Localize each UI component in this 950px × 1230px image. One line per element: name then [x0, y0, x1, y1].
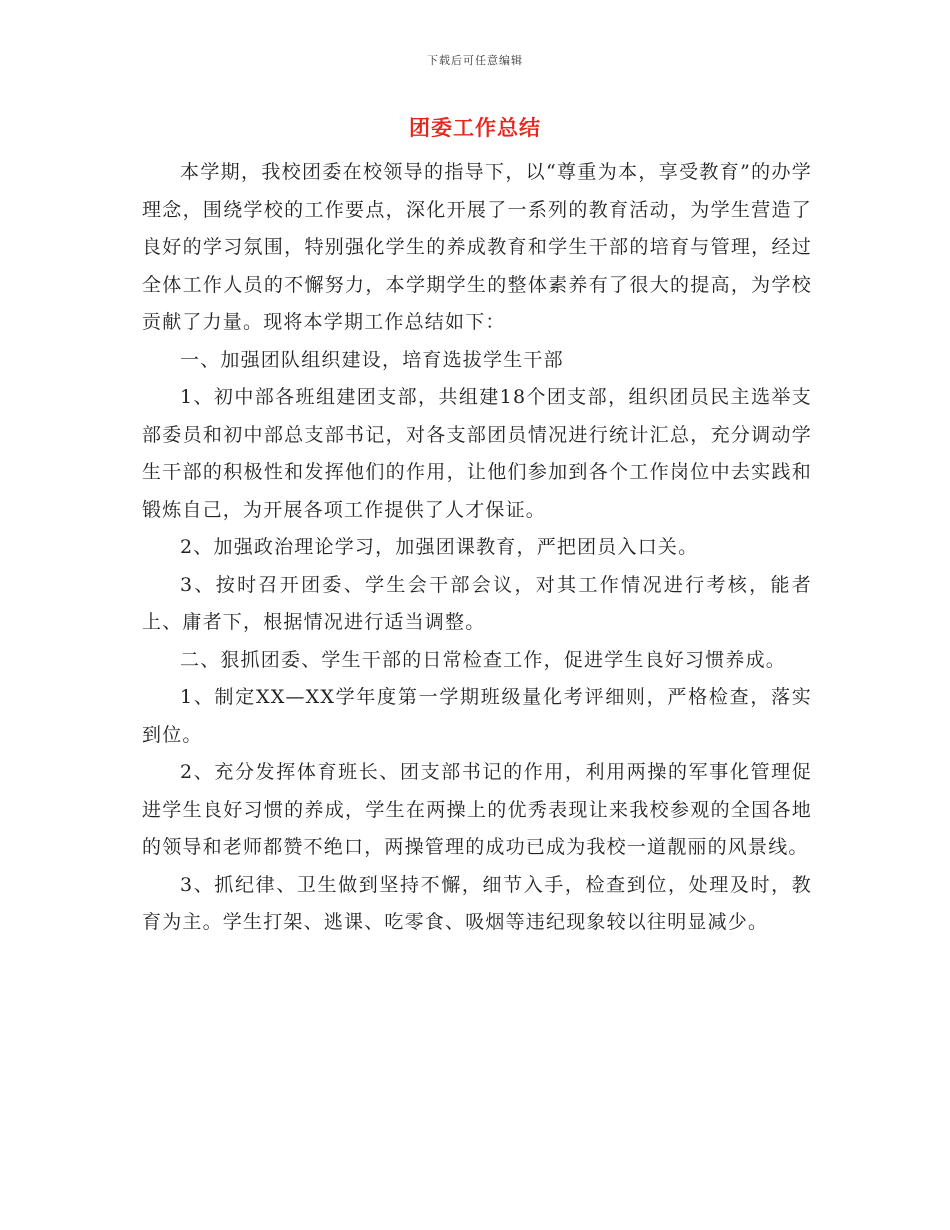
- paragraph-2-1: 1、制定XX—XX学年度第一学期班级量化考评细则，严格检查，落实到位。: [142, 686, 812, 746]
- paragraph-2-3: 3、抓纪律、卫生做到坚持不懈，细节入手，检查到位，处理及时，教育为主。学生打架、逃课、吃零食、吸烟等违纪现象较以往明显减少。: [142, 873, 812, 933]
- paragraph-1-3: 3、按时召开团委、学生会干部会议，对其工作情况进行考核，能者上、庸者下，根据情况进行适当调整。: [142, 573, 812, 633]
- paragraph-1-2: 2、加强政治理论学习，加强团课教育，严把团员入口关。: [180, 536, 699, 558]
- paragraph-intro: 本学期，我校团委在校领导的指导下，以“尊重为本，享受教育”的办学理念，围绕学校的工作要点，深化开展了一系列的教育活动，为学生营造了良好的学习氛围，特别强化学生的养成教育和学生干部的培育与管理，经过全体工作人员的不懈努力，本学期学生的整体素养有了很大的提高，为学校贡献了力量。现将本学期工作总结如下：: [142, 161, 812, 333]
- header-note: 下载后可任意编辑: [427, 54, 523, 67]
- document-body: [142, 154, 812, 942]
- paragraph-2-2: 2、充分发挥体育班长、团支部书记的作用，利用两操的军事化管理促进学生良好习惯的养成，学生在两操上的优秀表现让来我校参观的全国各地的领导和老师都赞不绝口，两操管理的成功已成为我校一道靓丽的风景线。: [142, 761, 812, 858]
- section-heading-2: 二、狠抓团委、学生干部的日常检查工作，促进学生良好习惯养成。: [180, 648, 787, 671]
- section-heading-1: 一、加强团队组织建设，培育选拔学生干部: [180, 348, 564, 371]
- paragraph-1-1: 1、初中部各班组建团支部，共组建18个团支部，组织团员民主选举支部委员和初中部总支部书记，对各支部团员情况进行统计汇总，充分调动学生干部的积极性和发挥他们的作用，让他们参加到各个工作岗位中去实践和锻炼自己，为开展各项工作提供了人才保证。: [142, 386, 812, 521]
- document-title: 团委工作总结: [409, 116, 541, 140]
